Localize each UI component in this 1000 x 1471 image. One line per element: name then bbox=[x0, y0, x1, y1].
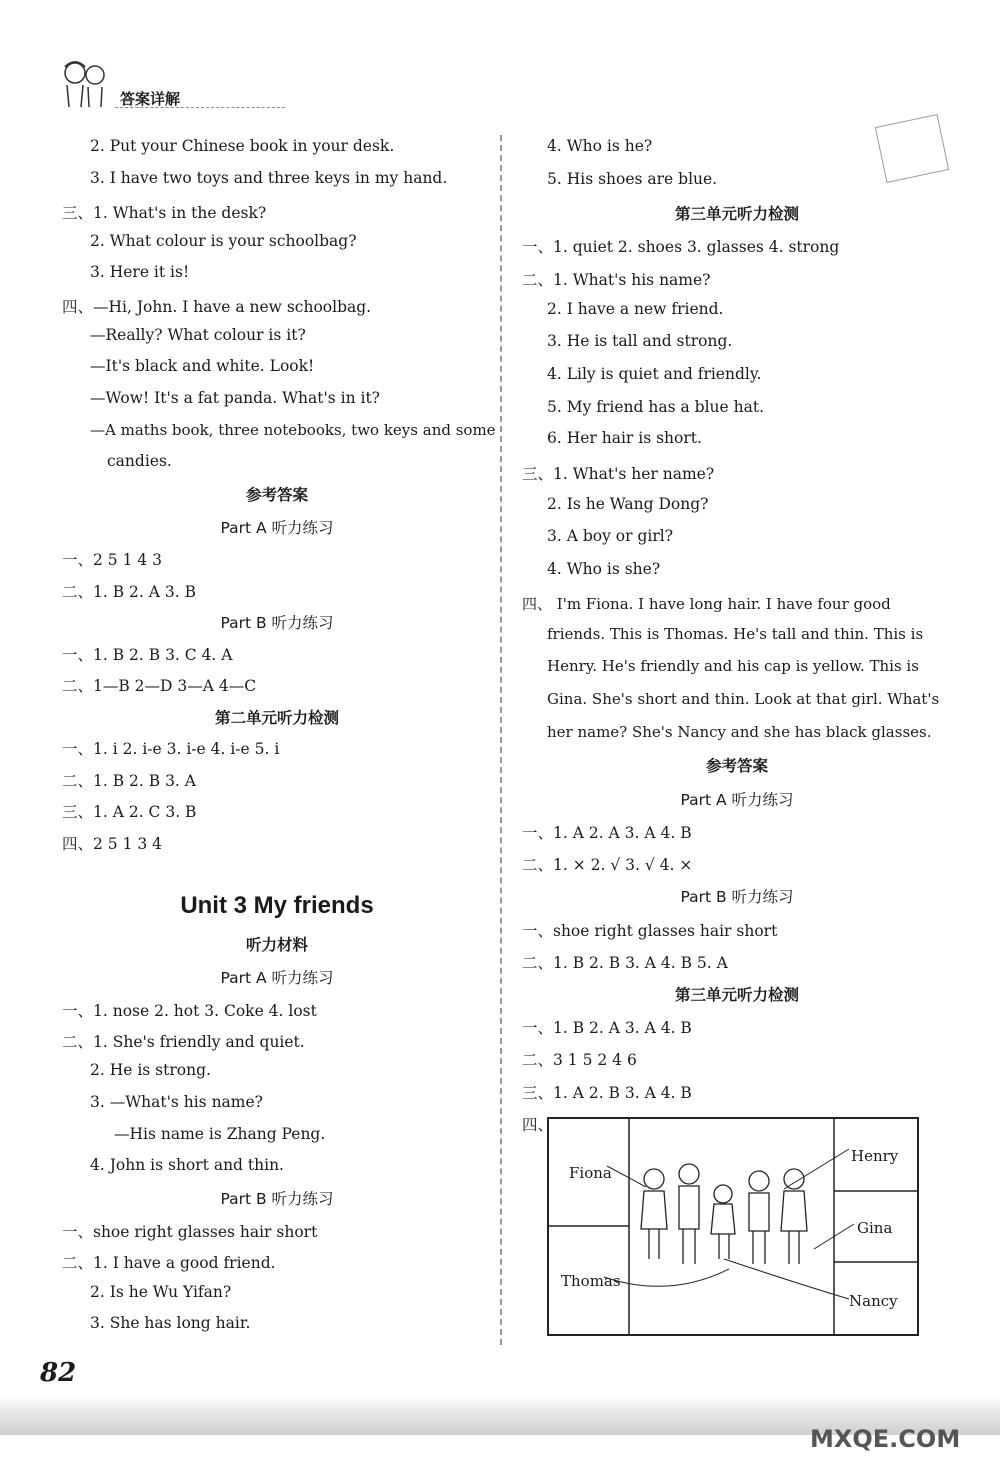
answer-line: 二、1—B 2—D 3—A 4—C bbox=[62, 677, 257, 695]
text-line: 5. My friend has a blue hat. bbox=[547, 398, 764, 416]
answer-line: 一、1. A 2. A 3. A 4. B bbox=[522, 824, 692, 842]
answer-line: 一、1. i 2. i-e 3. i-e 4. i-e 5. i bbox=[62, 740, 280, 758]
text-line: 二、1. What's his name? bbox=[522, 271, 711, 289]
answer-line: 一、1. B 2. A 3. A 4. B bbox=[522, 1019, 692, 1037]
header-underline bbox=[115, 107, 285, 108]
text-line: 3. He is tall and strong. bbox=[547, 332, 733, 350]
text-line: Henry. He's friendly and his cap is yellow. This is bbox=[547, 657, 919, 675]
answer-line: 二、1. B 2. B 3. A 4. B 5. A bbox=[522, 954, 728, 972]
text-line: 二、1. She's friendly and quiet. bbox=[62, 1033, 305, 1051]
text-line: Gina. She's short and thin. Look at that girl. What's bbox=[547, 690, 940, 708]
answer-line: 一、1. quiet 2. shoes 3. glasses 4. strong bbox=[522, 238, 840, 256]
text-line: —Wow! It's a fat panda. What's in it? bbox=[90, 389, 380, 407]
text-line: —His name is Zhang Peng. bbox=[114, 1125, 326, 1143]
label-nancy: Nancy bbox=[849, 1292, 898, 1310]
answer-line: 三、1. A 2. C 3. B bbox=[62, 803, 197, 821]
answer-line: 二、3 1 5 2 4 6 bbox=[522, 1051, 637, 1069]
text-line: 四、—Hi, John. I have a new schoolbag. bbox=[62, 298, 372, 316]
answer-line: 一、1. B 2. B 3. C 4. A bbox=[62, 646, 233, 664]
section-heading: Part A 听力练习 bbox=[680, 791, 794, 809]
text-line: —Really? What colour is it? bbox=[90, 326, 306, 344]
label-gina: Gina bbox=[857, 1219, 893, 1237]
text-line: 3. Here it is! bbox=[90, 263, 190, 281]
answer-line: 一、shoe right glasses hair short bbox=[522, 922, 778, 940]
text-line: 5. His shoes are blue. bbox=[547, 170, 718, 188]
section-heading: Part B 听力练习 bbox=[220, 1190, 334, 1208]
stamp-icon bbox=[875, 114, 949, 183]
section-heading: 第三单元听力检测 bbox=[674, 205, 799, 223]
section-heading: 第二单元听力检测 bbox=[214, 709, 339, 727]
section-heading: 参考答案 bbox=[245, 486, 308, 504]
text-line: 2. He is strong. bbox=[90, 1061, 211, 1079]
answer-line: 一、2 5 1 4 3 bbox=[62, 551, 163, 569]
text-line: 4. Who is she? bbox=[547, 560, 661, 578]
text-line: —A maths book, three notebooks, two keys and some bbox=[90, 421, 496, 439]
text-line: 3. —What's his name? bbox=[90, 1093, 263, 1111]
text-line: 2. Put your Chinese book in your desk. bbox=[90, 137, 395, 155]
section-heading: 听力材料 bbox=[245, 936, 308, 954]
unit-title: Unit 3 My friends bbox=[180, 892, 374, 919]
answer-line: 一、1. nose 2. hot 3. Coke 4. lost bbox=[62, 1002, 317, 1020]
text-line: 四、 I'm Fiona. I have long hair. I have four good bbox=[522, 595, 891, 613]
text-line: 二、1. I have a good friend. bbox=[62, 1254, 276, 1272]
text-line: 4. Who is he? bbox=[547, 137, 653, 155]
text-line: 3. A boy or girl? bbox=[547, 527, 673, 545]
label-thomas: Thomas bbox=[561, 1272, 621, 1290]
answer-line: 二、1. B 2. B 3. A bbox=[62, 772, 196, 790]
text-line: 2. I have a new friend. bbox=[547, 300, 724, 318]
section-heading: Part A 听力练习 bbox=[220, 519, 334, 537]
text-line: —It's black and white. Look! bbox=[90, 357, 315, 375]
text-line: 2. Is he Wu Yifan? bbox=[90, 1283, 232, 1301]
header bbox=[55, 55, 255, 110]
text-line: 三、1. What's her name? bbox=[522, 465, 715, 483]
section-heading: Part B 听力练习 bbox=[220, 614, 334, 632]
text-line: friends. This is Thomas. He's tall and thin. This is bbox=[547, 625, 924, 643]
section-heading: 参考答案 bbox=[705, 757, 768, 775]
column-divider bbox=[500, 135, 502, 1345]
text-line: 6. Her hair is short. bbox=[547, 429, 702, 447]
text-line: 4. Lily is quiet and friendly. bbox=[547, 365, 762, 383]
text-line: 三、1. What's in the desk? bbox=[62, 204, 267, 222]
watermark: MXQE.COM bbox=[810, 1425, 961, 1453]
kids-cartoon-icon bbox=[55, 55, 115, 110]
label-fiona: Fiona bbox=[569, 1164, 612, 1182]
matching-figure bbox=[547, 1117, 919, 1336]
text-line: her name? She's Nancy and she has black glasses. bbox=[547, 723, 932, 741]
answer-line: 四、 bbox=[522, 1116, 554, 1134]
text-line: 2. Is he Wang Dong? bbox=[547, 495, 709, 513]
answer-line: 二、1. B 2. A 3. B bbox=[62, 583, 196, 601]
section-heading: Part B 听力练习 bbox=[680, 888, 794, 906]
section-heading: Part A 听力练习 bbox=[220, 969, 334, 987]
text-line: candies. bbox=[107, 452, 172, 470]
answer-line: 四、2 5 1 3 4 bbox=[62, 835, 163, 853]
page-number: 82 bbox=[40, 1358, 77, 1388]
text-line: 4. John is short and thin. bbox=[90, 1156, 284, 1174]
answer-line: 三、1. A 2. B 3. A 4. B bbox=[522, 1084, 692, 1102]
text-line: 3. She has long hair. bbox=[90, 1314, 251, 1332]
answer-line: 二、1. × 2. √ 3. √ 4. × bbox=[522, 856, 693, 874]
answer-line: 一、shoe right glasses hair short bbox=[62, 1223, 318, 1241]
label-henry: Henry bbox=[851, 1147, 899, 1165]
header-title: 答案详解 bbox=[120, 90, 181, 108]
text-line: 2. What colour is your schoolbag? bbox=[90, 232, 357, 250]
text-line: 3. I have two toys and three keys in my hand. bbox=[90, 169, 448, 187]
section-heading: 第三单元听力检测 bbox=[674, 986, 799, 1004]
